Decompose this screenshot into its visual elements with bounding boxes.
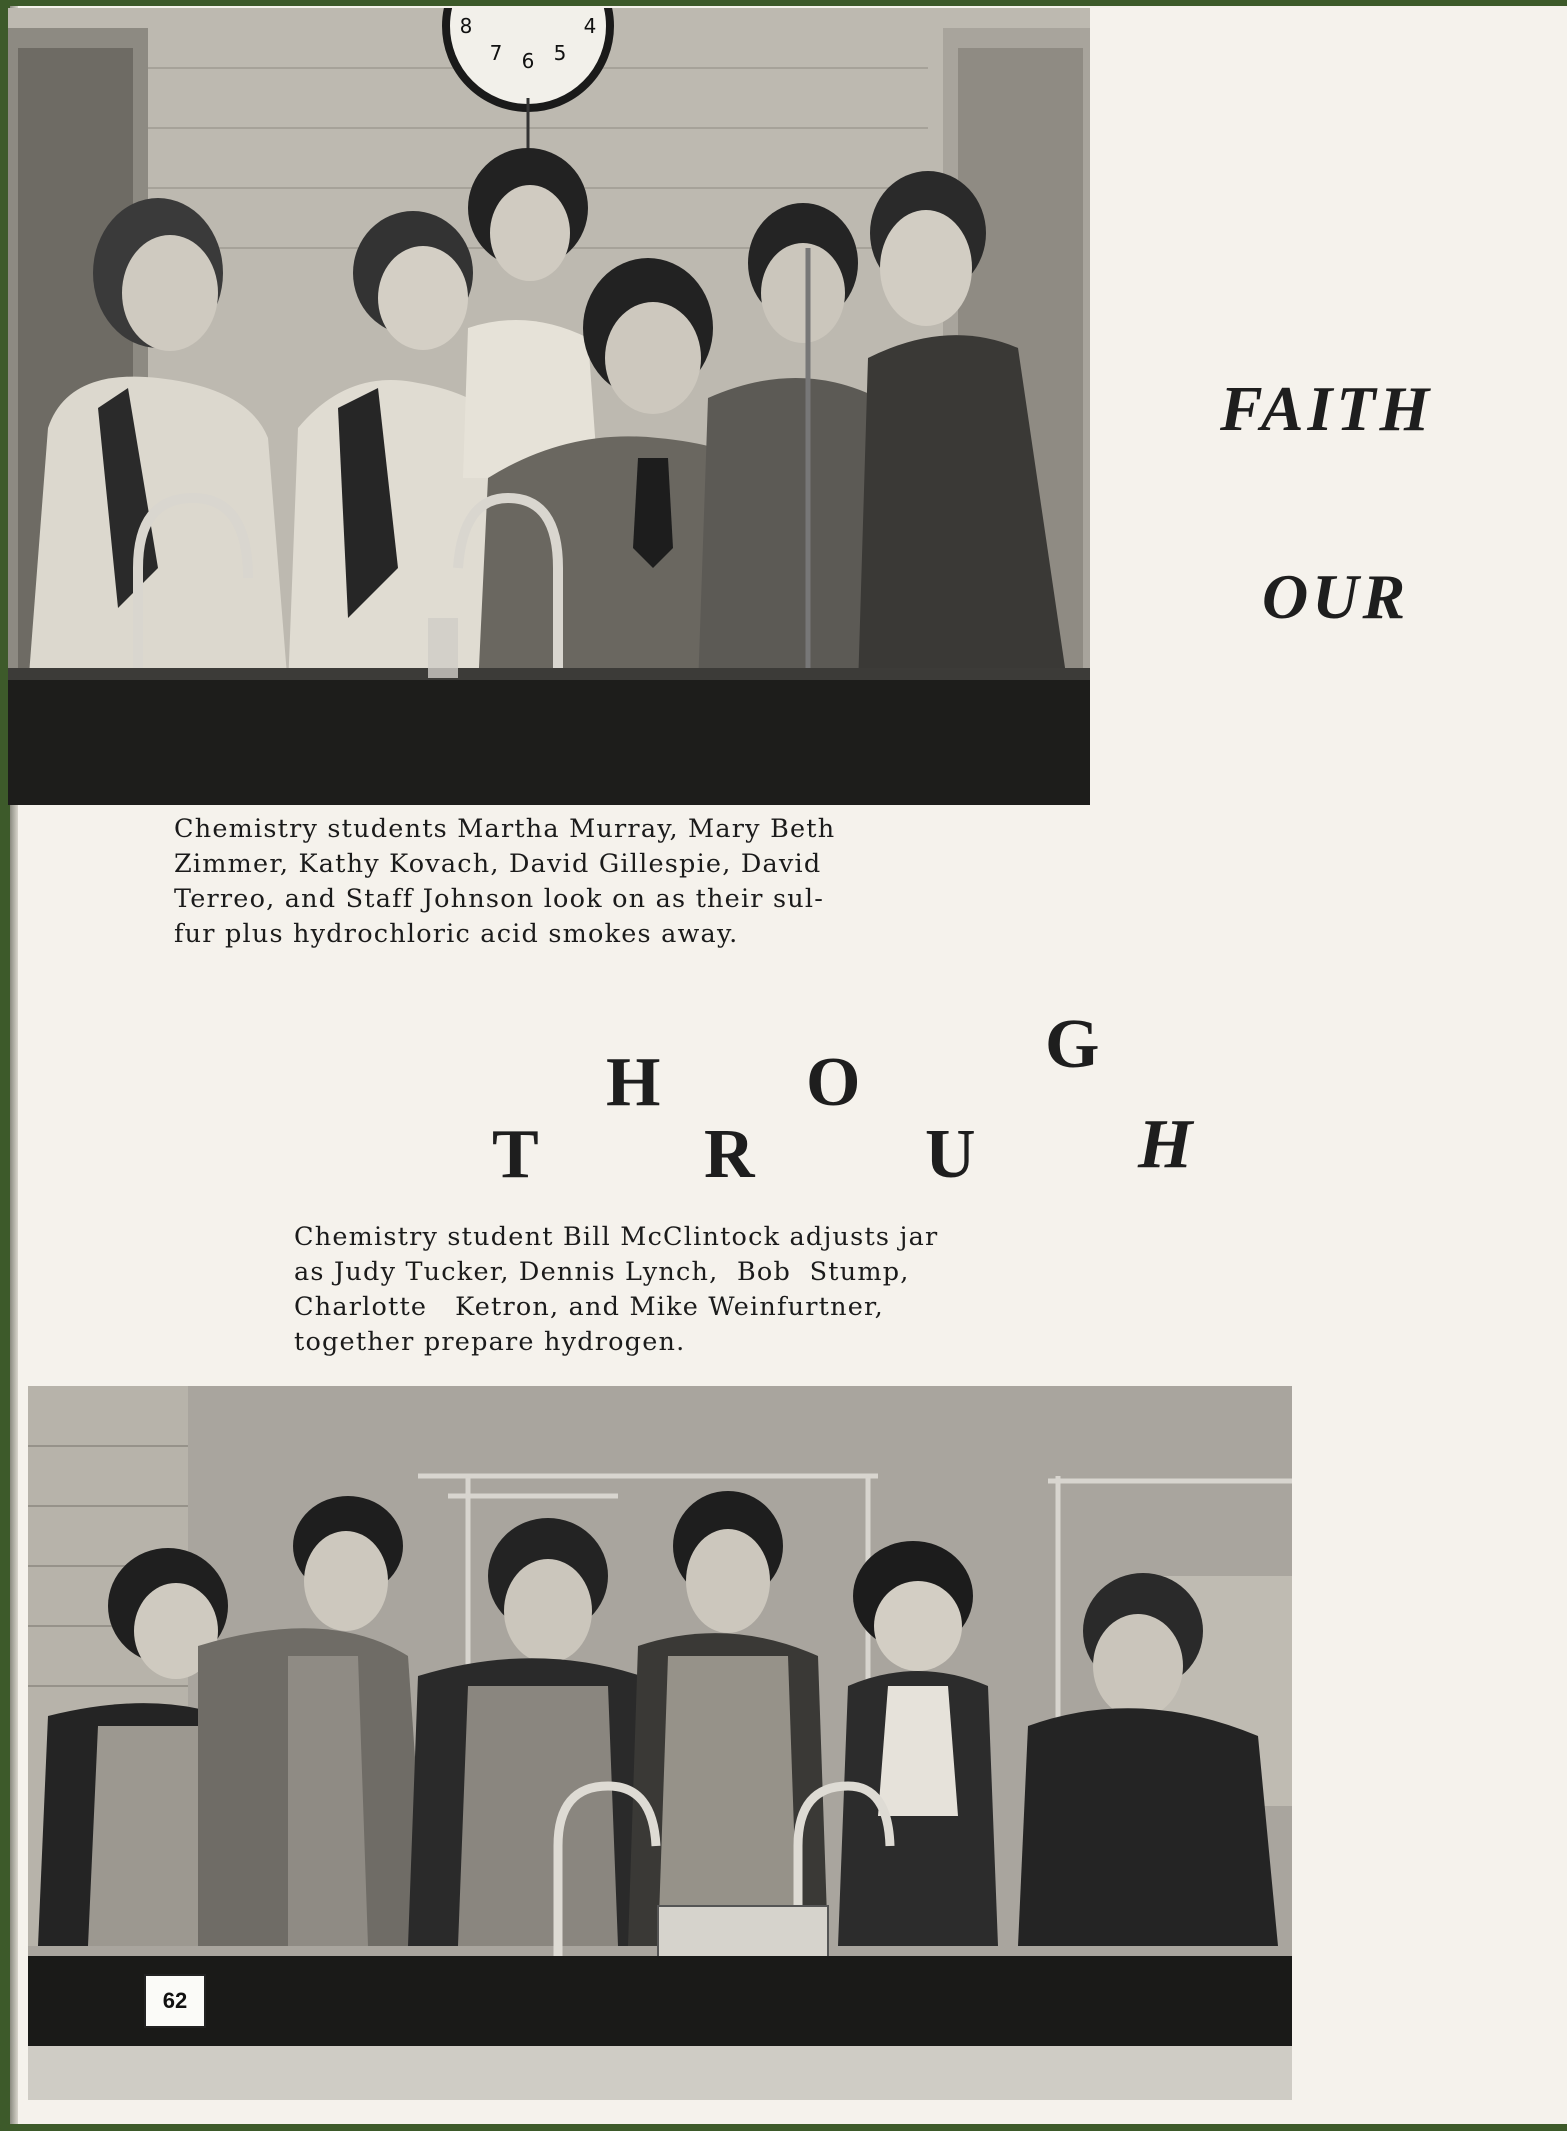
headline-word-faith: FAITH [1220, 373, 1434, 444]
photo-chemistry-students-bottom [28, 1386, 1292, 2100]
caption-top-photo: Chemistry students Martha Murray, Mary Beth Zimmer, Kathy Kovach, David Gillespie, David Terreo, and Staff Johnson look on as their sul- fur plus hydrochloric acid smokes away. [174, 814, 836, 949]
headline-letter-h-final: H [1138, 1106, 1193, 1183]
headline-letter-h: H [606, 1044, 661, 1121]
clock-numeral: 7 [489, 41, 503, 65]
headline-letter-o: O [806, 1044, 861, 1121]
headline-letter-u: U [925, 1116, 976, 1193]
headline-letter-t: T [492, 1116, 539, 1193]
headline-letter-g: G [1045, 1006, 1100, 1083]
clock-numeral: 4 [583, 14, 597, 38]
caption-bottom-photo: Chemistry student Bill McClintock adjusts jar as Judy Tucker, Dennis Lynch, Bob Stump, Charlotte Ketron, and Mike Weinfurtner, together prepare hydrogen. [294, 1222, 939, 1357]
headline-letter-r: R [704, 1116, 755, 1193]
photo-chemistry-students-top [8, 8, 1090, 805]
clock-numeral: 6 [521, 49, 535, 73]
clock-numeral: 5 [553, 41, 567, 65]
headline-word-our: OUR [1262, 561, 1410, 632]
page-number: 62 [144, 1974, 206, 2028]
clock-numeral: 8 [459, 14, 473, 38]
